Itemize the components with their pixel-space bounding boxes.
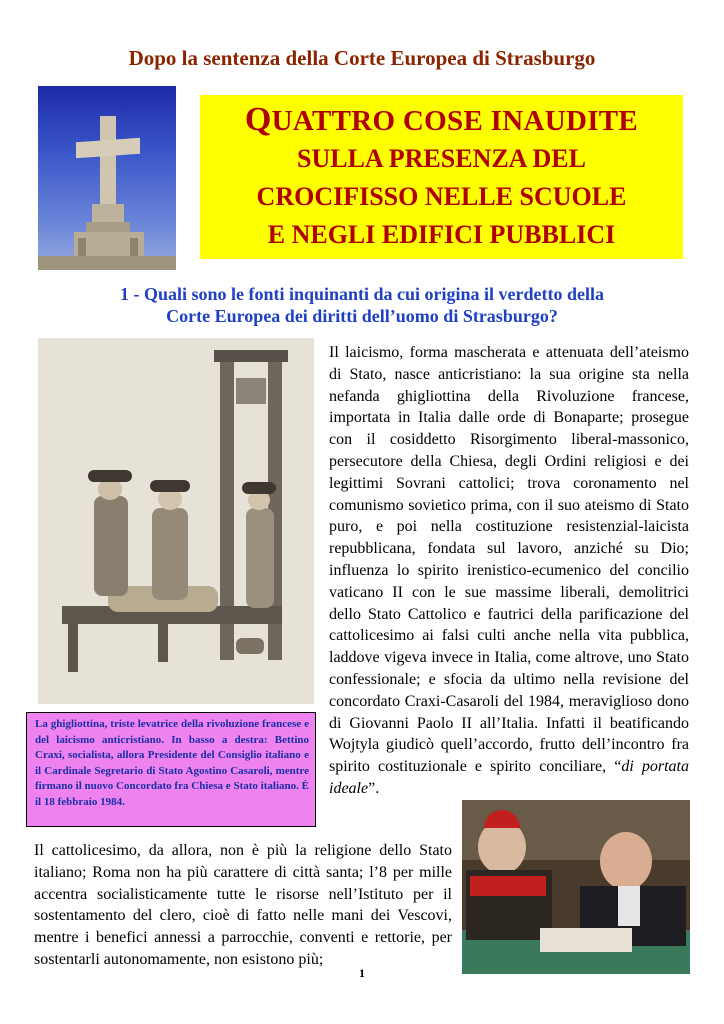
title-initial: Q xyxy=(244,101,272,138)
title-line-2: SULLA PRESENZA DEL xyxy=(297,144,586,173)
body-text-right-italic: di portata ideale xyxy=(329,758,689,797)
title-line-4: E NEGLI EDIFICI PUBBLICI xyxy=(267,220,616,249)
question-heading xyxy=(30,283,694,327)
title-line-3: CROCIFISSO NELLE SCUOLE xyxy=(256,182,627,211)
question-line-1: 1 - Quali sono le fonti inquinanti da cui origina il verdetto della xyxy=(119,284,605,304)
question-line-2: Corte Europea dei diritti dell’uomo di Strasburgo? xyxy=(166,306,558,326)
cross-photo xyxy=(38,86,176,270)
concordat-signing-photo xyxy=(462,800,690,974)
body-text-right xyxy=(329,342,689,800)
body-text-right-end: ”. xyxy=(368,779,380,797)
image-caption: La ghigliottina, triste levatrice della rivoluzione francese e del laicismo anticristiano. In basso a destra: Bettino Craxi, socialista, allora Presidente del Consiglio italiano e il Cardinale Segretario di Stato Agostino Casaroli, mentre firmano il nuovo Concordato fra Chiesa e Stato italiano. È il 18 febbraio 1984. xyxy=(26,712,316,827)
top-heading: Dopo la sentenza della Corte Europea di Strasburgo xyxy=(128,46,596,70)
page-number: 1 xyxy=(359,966,365,980)
guillotine-image xyxy=(38,338,314,704)
body-text-right-main: Il laicismo, forma mascherata e attenuata dell’ateismo di Stato, nasce anticristiano: la sua origine sta nella nefanda ghigliottina della Rivoluzione francese, importata in Italia dalle orde di Bonaparte; prosegue con il cosiddetto Risorgimento liberal-massonico, persecutore della Chiesa, degli Ordini religiosi e dei legittimi Sovrani cattolici; trova coronamento nel comunismo sovietico prima, con il suo ateismo di Stato puro, e poi nella costituzione resistenzial-laicista repubblicana, fondata sul lavoro, anziché su Dio; influenza lo spirito irenistico-ecumenico del concilio vaticano II con le sue massime liberali, demolitrici dello Stato Cattolico e fautrici della parificazione del cattolicesimo ai falsi culti anche nella vita pubblica, laddove vigeva invece in Italia, come altrove, uno Stato confessionale; e sfocia da ultimo nella revisione del concordato Craxi-Casaroli del 1984, meraviglioso dono di Giovanni Paolo II all’Italia. Infatti il beatificando Wojtyla giudicò quell’accordo, frutto dell’incontro fra spirito costituzionale e spirito conciliare, “ xyxy=(329,344,689,776)
body-text-bottom: Il cattolicesimo, da allora, non è più la religione dello Stato italiano; Roma non ha più carattere di città santa; l’8 per mille accentra socialisticamente tutte le risorse nell’Istituto per il sostentamento del clero, cioè di fatto nelle mani dei Vescovi, mentre i benefici annessi a parrocchie, conventi e rettorie, per sostentarli autonomamente, non esistono più; xyxy=(34,842,452,968)
title-line-1 xyxy=(200,101,683,140)
title-box xyxy=(200,95,683,259)
title-line-1-rest: UATTRO COSE INAUDITE xyxy=(271,105,639,137)
